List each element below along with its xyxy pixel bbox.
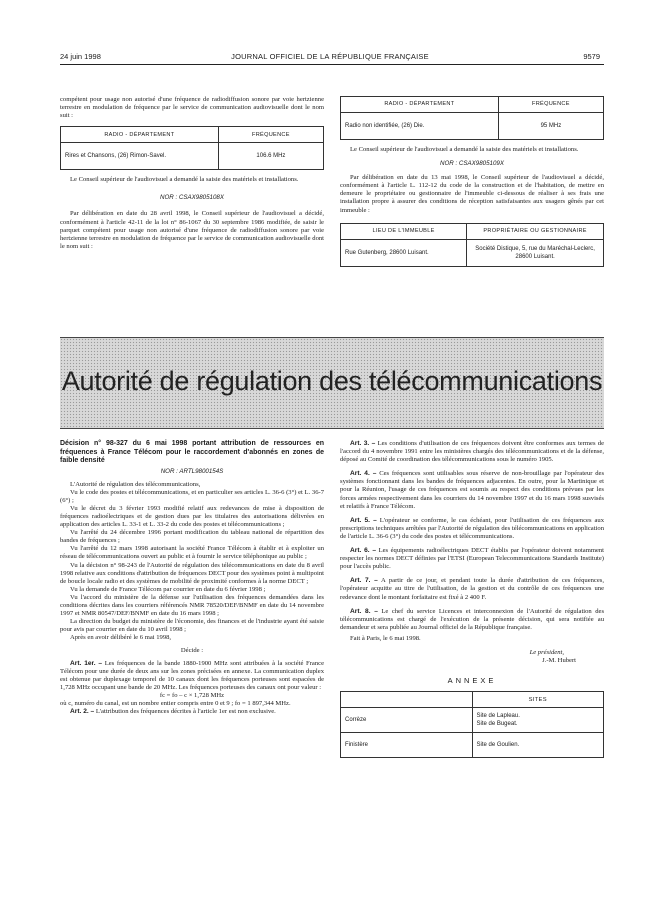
signatory-name: J.-M. Hubert bbox=[542, 657, 576, 665]
radio-table-right bbox=[340, 96, 604, 140]
article-6 bbox=[340, 547, 604, 571]
table-row bbox=[341, 239, 604, 266]
place-date: Fait à Paris, le 6 mai 1998. bbox=[350, 634, 421, 642]
decision-title: Décision n° 98-327 du 6 mai 1998 portant attribution de ressources en fréquences à France Télécom pour le raccordement d'abonnés en zones de faible densité bbox=[60, 440, 324, 464]
table-header: LIEU DE L'IMMEUBLE bbox=[341, 223, 467, 239]
decision-column bbox=[60, 440, 324, 716]
article-4 bbox=[340, 470, 604, 510]
table-row bbox=[341, 733, 604, 758]
paragraph: Vu la demande de France Télécom par courrier en date du 6 février 1998 ; bbox=[70, 585, 266, 593]
article-5 bbox=[340, 517, 604, 541]
paragraph: Le Conseil supérieur de l'audiovisuel a demandé la saisie des matériels et installations. bbox=[350, 146, 579, 153]
table-header: RADIO - DÉPARTEMENT bbox=[61, 127, 219, 143]
paragraph: Après en avoir délibéré le 6 mai 1998, bbox=[70, 634, 172, 642]
annexe-table bbox=[340, 691, 604, 758]
article-label: Art. 1er. – bbox=[70, 659, 103, 667]
header-rule bbox=[60, 64, 604, 65]
table-header: FRÉQUENCE bbox=[498, 97, 603, 113]
table-cell: Corrèze bbox=[341, 708, 473, 733]
table-cell: 106.6 MHz bbox=[218, 143, 323, 170]
table-cell: Rue Gutenberg, 28600 Luisant. bbox=[341, 239, 467, 266]
top-right-column bbox=[340, 96, 604, 267]
decide-heading: Décide : bbox=[180, 647, 204, 655]
nor-reference: NOR : CSAX9805108X bbox=[160, 194, 224, 202]
paragraph: Vu le décret du 3 février 1993 modifié relatif aux redevances de mise à disposition de fréquences radioélectriques et de gestion dues par les titulaires des autorisations délivrées en application des articles L. 33-1 et L. 33-2 du code des postes et télécommunications ; bbox=[60, 504, 324, 529]
paragraph: Vu le code des postes et télécommunications, et en particulier ses articles L. 36-6 (3°) et L. 36-7 (6°) ; bbox=[60, 488, 324, 504]
table-row bbox=[61, 143, 324, 170]
table-cell: Société Distique, 5, rue du Maréchal-Leclerc, 28600 Luisant. bbox=[467, 239, 604, 266]
nor-reference: NOR : CSAX9805109X bbox=[440, 160, 504, 168]
article-3 bbox=[340, 440, 604, 464]
article-label: Art. 7. – bbox=[350, 577, 378, 585]
table-row bbox=[341, 113, 604, 140]
table-cell: Radio non identifiée, (26) Die. bbox=[341, 113, 499, 140]
header-journal-title: JOURNAL OFFICIEL DE LA RÉPUBLIQUE FRANÇAISE bbox=[231, 52, 429, 61]
table-cell: Site de Lapleau. Site de Bugeat. bbox=[472, 708, 604, 733]
page-header bbox=[60, 52, 600, 64]
paragraph: Le Conseil supérieur de l'audiovisuel a demandé la saisie des matériels et installations. bbox=[70, 176, 299, 184]
table-header: SITES bbox=[472, 692, 604, 708]
formula-note: où c, numéro du canal, est un nombre entier compris entre 0 et 9 ; fo = 1 897,344 MHz. bbox=[60, 700, 291, 708]
article-8 bbox=[340, 608, 604, 632]
formula: fc = fo – c × 1,728 MHz bbox=[159, 691, 225, 699]
paragraph: Vu l'arrêté du 24 décembre 1996 portant modification du tableau national de répartition des bandes de fréquences ; bbox=[60, 529, 324, 545]
table-header bbox=[341, 692, 473, 708]
nor-reference: NOR : ARTL9800154S bbox=[160, 467, 224, 475]
paragraph: La direction du budget du ministère de l'économie, des finances et de l'industrie ayant été saisie pour avis par courrier en date du 10 avril 1998 ; bbox=[60, 618, 324, 634]
paragraph: Par délibération en date du 28 avril 1998, le Conseil supérieur de l'audiovisuel a décidé, conformément à l'article 42-11 de la loi n° 86-1067 du 30 septembre 1986 modifiée, de saisir le parquet compétent pour usage non autorisé d'une fréquence de radiodiffusion sonore par voie hertzienne terrestre en modulation de fréquence par le service de communication audiovisuelle dont le nom suit : bbox=[60, 210, 324, 250]
signatory-role: Le président, bbox=[529, 648, 564, 656]
article-text: Les fréquences de la bande 1880-1900 MHz sont attribuées à la société France Télécom pour une durée de deux ans sur les zones précisées en annexe. La communication duplex est obtenue par duplexage temporel de 10 canaux dont les fréquences porteuses sont espacées de 1,728 MHz occupant une bande de 20 MHz. Les fréquences porteuses des canaux ont pour valeur : bbox=[60, 659, 324, 691]
paragraph: Par délibération en date du 13 mai 1998, le Conseil supérieur de l'audiovisuel a décidé, conformément à l'article L. 112-12 du code de la construction et de l'habitation, de mettre en demeure le propriétaire ou gestionnaire de l'immeuble ci-dessous de réaliser à ses frais une installation propre à assurer des conditions de réception satisfaisantes aux usagers gênés par cet immeuble : bbox=[340, 174, 604, 214]
header-date: 24 juin 1998 bbox=[60, 52, 101, 61]
table-row bbox=[341, 708, 604, 733]
article-text: Le chef du service Licences et interconnexion de l'Autorité de régulation des télécommunications est chargé de l'exécution de la présente décision, qui sera notifiée au demandeur et sera publiée au Journal officiel de la République française. bbox=[340, 607, 605, 631]
table-cell: 95 MHz bbox=[498, 113, 603, 140]
table-cell: Rires et Chansons, (26) Rimon-Savel. bbox=[61, 143, 219, 170]
article-text: L'attribution des fréquences décrites à l'article 1er est non exclusive. bbox=[95, 708, 276, 716]
articles-column bbox=[340, 440, 604, 758]
article-label: Art. 8. – bbox=[350, 607, 378, 615]
banner-title: Autorité de régulation des télécommunications bbox=[61, 366, 603, 396]
article-text: Les conditions d'utilisation de ces fréquences doivent être conformes aux termes de l'accord du 4 novembre 1991 entre les ministères chargés des télécommunications et de la défense, déposé au Comité de coordination des télécommunications sous le numéro 1905. bbox=[340, 440, 604, 464]
header-page-number: 9579 bbox=[583, 52, 600, 61]
table-cell: Site de Goulien. bbox=[472, 733, 604, 758]
article-2 bbox=[60, 708, 324, 716]
table-header: PROPRIÉTAIRE OU GESTIONNAIRE bbox=[467, 223, 604, 239]
paragraph: Vu la décision n° 98-243 de l'Autorité de régulation des télécommunications en date du 8 avril 1998 relative aux conditions d'attribution de fréquences DECT pour des systèmes point à multipoint de boucle locale radio et des systèmes de mobilité de proximité conformes à la norme DECT ; bbox=[60, 561, 324, 585]
building-table bbox=[340, 223, 604, 267]
article-label: Art. 3. – bbox=[350, 440, 376, 447]
article-label: Art. 2. – bbox=[70, 708, 95, 716]
section-banner bbox=[60, 337, 604, 429]
article-text: Les équipements radioélectriques DECT établis par l'opérateur doivent notamment respecter les normes DECT définies par l'ETSI (European Telecommunications Standards Institute) pour l'accès public. bbox=[340, 547, 605, 571]
paragraph: L'Autorité de régulation des télécommunications, bbox=[70, 480, 201, 488]
article-text: A partir de ce jour, et pendant toute la durée d'attribution de ces fréquences, l'opérateur acquitte au titre de l'utilisation, de la gestion et du contrôle de ces fréquences une redevance dont le montant forfaitaire est fixé à 2 400 F. bbox=[340, 577, 604, 601]
intro-paragraph: compétent pour usage non autorisé d'une fréquence de radiodiffusion sonore par voie hertzienne terrestre en modulation de fréquence par le service de communication audiovisuelle dont le nom suit : bbox=[60, 96, 324, 120]
article-7 bbox=[340, 577, 604, 601]
article-text: Ces fréquences sont utilisables sous réserve de non-brouillage par l'opérateur des systèmes fonctionnant dans les bandes de fréquences adjacentes. En outre, pour la Martinique et pour la Réunion, l'usage de ces fréquences est soumis au respect des conditions prévues par les forces armées respectivement dans les courriers du 14 novembre 1997 et du 16 mars 1998 susvisés et relatifs à France Télécom. bbox=[340, 470, 605, 510]
article-label: Art. 5. – bbox=[350, 516, 377, 524]
table-header: FRÉQUENCE bbox=[218, 127, 323, 143]
paragraph: Vu l'accord du ministère de la défense sur l'utilisation des fréquences demandées dans les conditions décrites dans les courriers référencés NMR 78520/DEF/BNMF en date du 14 novembre 1997 et NMR 80547/DEF/BNMF en date du 16 mars 1998 ; bbox=[60, 593, 324, 618]
top-left-column bbox=[60, 96, 324, 251]
article-text: L'opérateur se conforme, le cas échéant, pour l'utilisation de ces fréquences aux prescriptions techniques arrêtées par l'Autorité de régulation des télécommunications en application de l'article L. 36-6 (3°) du code des postes et télécommunications. bbox=[340, 516, 604, 540]
paragraph: Vu l'arrêté du 12 mars 1998 autorisant la société France Télécom à établir et à exploiter un réseau de télécommunications ouvert au public et à fournir le service téléphonique au public ; bbox=[60, 545, 324, 561]
radio-table-left bbox=[60, 126, 324, 170]
article-label: Art. 4. – bbox=[350, 470, 377, 478]
table-cell: Finistère bbox=[341, 733, 473, 758]
annexe-title: ANNEXE bbox=[447, 676, 497, 686]
table-header: RADIO - DÉPARTEMENT bbox=[341, 97, 499, 113]
article-1 bbox=[60, 660, 324, 692]
article-label: Art. 6. – bbox=[350, 547, 376, 555]
